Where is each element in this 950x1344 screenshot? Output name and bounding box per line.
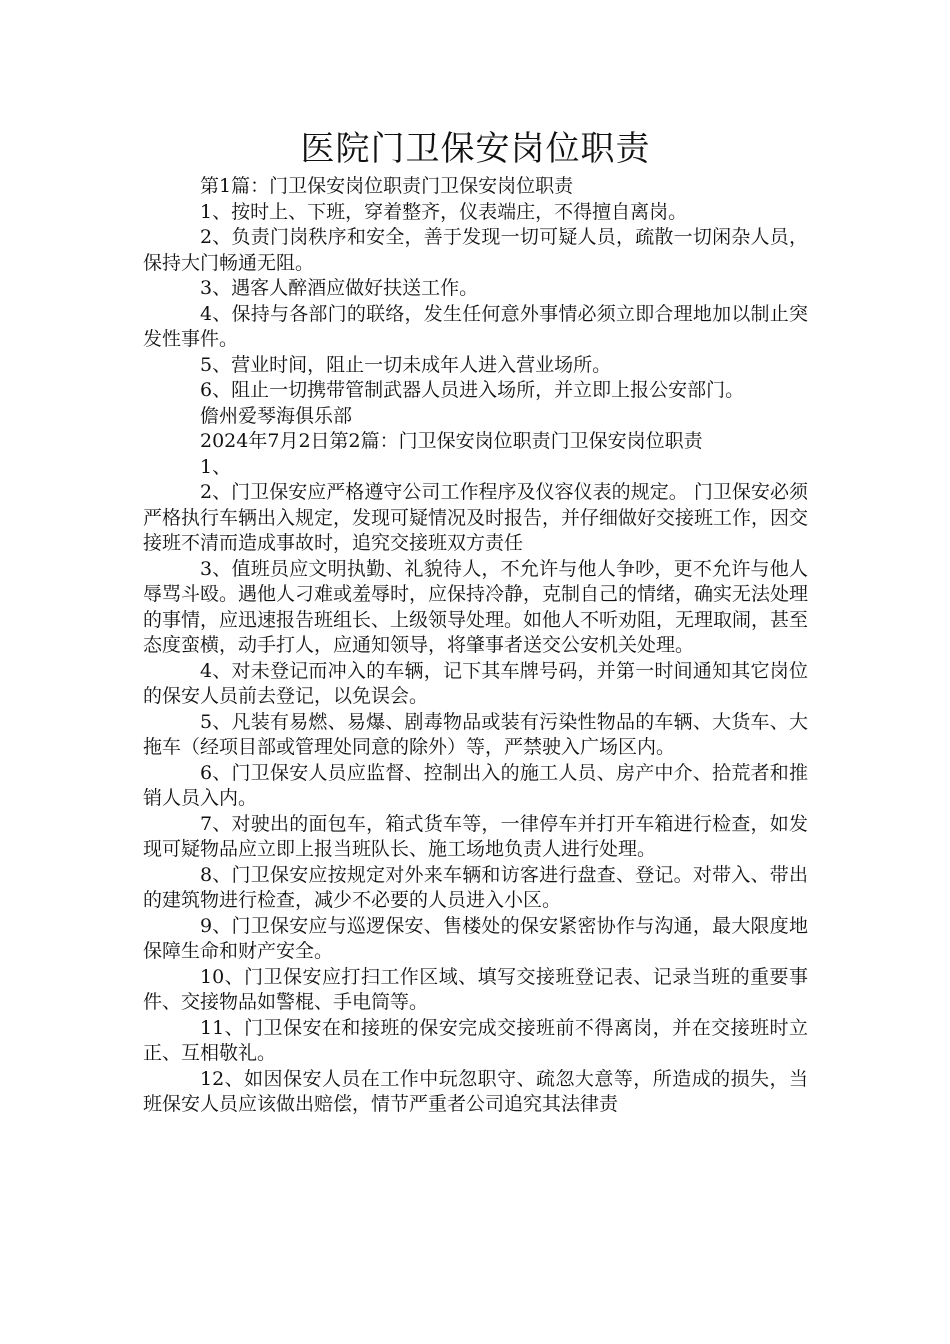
paragraph-item: 3、值班员应文明执勤、礼貌待人，不允许与他人争吵，更不允许与他人辱骂斗殴。遇他人刁难或羞辱时，应保持冷静，克制自己的情绪，确实无法处理的事情，应迅速报告班组长、上级领导处理。如他人不听劝阻，无理取闹，甚至态度蛮横，动手打人，应通知领导，将肇事者送交公安机关处理。 xyxy=(143,557,809,656)
paragraph-date-part2-heading: 2024年7月2日第2篇：门卫保安岗位职责门卫保安岗位职责 xyxy=(200,430,703,452)
paragraph-signature: 儋州爱琴海俱乐部 xyxy=(200,404,353,427)
paragraph-item: 5、营业时间，阻止一切未成年人进入营业场所。 xyxy=(200,353,612,376)
paragraph-item: 2、负责门岗秩序和安全，善于发现一切可疑人员，疏散一切闲杂人员，保持大门畅通无阻。 xyxy=(143,226,808,274)
paragraph-item: 1、按时上、下班，穿着整齐，仪表端庄，不得擅自离岗。 xyxy=(200,200,688,223)
paragraph-item: 6、阻止一切携带管制武器人员进入场所，并立即上报公安部门。 xyxy=(200,379,745,401)
paragraph-item: 10、门卫保安应打扫工作区域、填写交接班登记表、记录当班的重要事件、交接物品如警棍、手电筒等。 xyxy=(143,965,808,1013)
paragraph-item: 9、门卫保安应与巡逻保安、售楼处的保安紧密协作与沟通，最大限度地保障生命和财产安全。 xyxy=(143,914,808,962)
paragraph-item: 4、对未登记而冲入的车辆，记下其车牌号码，并第一时间通知其它岗位的保安人员前去登记，以免误会。 xyxy=(143,659,808,707)
paragraph-part1-heading: 第1篇：门卫保安岗位职责门卫保安岗位职责 xyxy=(200,175,574,197)
document-page xyxy=(143,126,808,1118)
paragraph-item: 1、 xyxy=(200,455,232,478)
paragraph-item: 12、如因保安人员在工作中玩忽职守、疏忽大意等，所造成的损失，当班保安人员应该做出赔偿，情节严重者公司追究其法律责 xyxy=(143,1067,808,1115)
paragraph-item: 11、门卫保安在和接班的保安完成交接班前不得离岗，并在交接班时立正、互相敬礼。 xyxy=(143,1016,808,1064)
paragraph-item: 5、凡装有易燃、易爆、剧毒物品或装有污染性物品的车辆、大货车、大拖车（经项目部或管理处同意的除外）等，严禁驶入广场区内。 xyxy=(143,710,808,758)
paragraph-item: 4、保持与各部门的联络，发生任何意外事情必须立即合理地加以制止突发性事件。 xyxy=(143,302,808,350)
paragraph-item: 6、门卫保安人员应监督、控制出入的施工人员、房产中介、拾荒者和推销人员入内。 xyxy=(143,761,808,809)
paragraph-item: 8、门卫保安应按规定对外来车辆和访客进行盘查、登记。对带入、带出的建筑物进行检查，减少不必要的人员进入小区。 xyxy=(143,863,808,911)
document-title: 医院门卫保安岗位职责 xyxy=(300,129,651,169)
paragraph-item: 3、遇客人醉酒应做好扶送工作。 xyxy=(200,277,479,299)
document-body xyxy=(143,174,808,1118)
paragraph-item: 2、门卫保安应严格遵守公司工作程序及仪容仪表的规定。 门卫保安必须严格执行车辆出入规定，发现可疑情况及时报告，并仔细做好交接班工作，因交接班不清而造成事故时，追究交接班双方责任 xyxy=(143,481,809,554)
paragraph-item: 7、对驶出的面包车，箱式货车等，一律停车并打开车箱进行检查，如发现可疑物品应立即上报当班队长、施工场地负责人进行处理。 xyxy=(143,812,808,860)
